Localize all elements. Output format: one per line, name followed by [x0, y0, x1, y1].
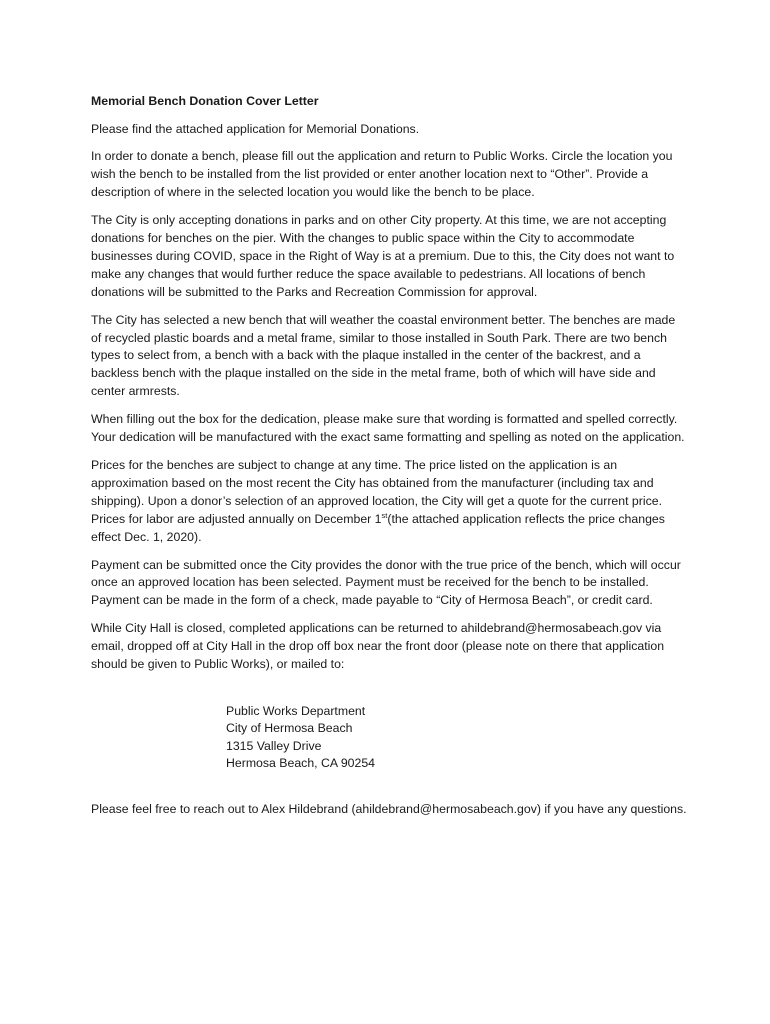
- pricing-text: Prices for the benches are subject to change at any time. The price listed on the application is an approximation based on the most recent the City has obtained from the manufacturer (including tax and shipping). Upon a donor’s selection of an approved location, the City will get a quote for the current price. Prices for labor are adjusted annually on December 1: [91, 458, 663, 526]
- submission-paragraph: While City Hall is closed, completed applications can be returned to ahildebrand@hermosabeach.gov via email, dropped off at City Hall in the drop off box near the front door (please note on there that application should be given to Public Works), or mailed to:: [91, 621, 665, 672]
- contact-paragraph: Please feel free to reach out to Alex Hildebrand (ahildebrand@hermosabeach.gov) if you have any questions.: [91, 801, 687, 816]
- payment-paragraph: Payment can be submitted once the City provides the donor with the true price of the bench, which will occur once an approved location has been selected. Payment must be received for the bench to be installed. Payment can be made in the form of a check, made payable to “City of Hermosa Beach”, or credit card.: [91, 557, 681, 608]
- mailing-address: [226, 703, 687, 773]
- locations-paragraph: The City is only accepting donations in parks and on other City property. At this time, we are not accepting donations for benches on the pier. With the changes to public space within the City to accommodate businesses during COVID, space in the Right of Way is at a premium. Due to this, the City does not want to make any changes that would further reduce the space available to pedestrians. All locations of bench donations will be submitted to the Parks and Recreation Commission for approval.: [91, 213, 675, 299]
- letter-body: [91, 93, 687, 829]
- letter-title: Memorial Bench Donation Cover Letter: [91, 94, 319, 108]
- address-line: Public Works Department: [226, 703, 366, 718]
- address-line: Hermosa Beach, CA 90254: [226, 756, 376, 771]
- bench-types-paragraph: The City has selected a new bench that will weather the coastal environment better. The benches are made of recycled plastic boards and a metal frame, similar to those installed in South Park. There are two bench types to select from, a bench with a back with the plaque installed in the center of the backrest, and a backless bench with the plaque installed on the side in the metal frame, both of which will have side and center armrests.: [91, 312, 676, 399]
- dedication-paragraph: When filling out the box for the dedication, please make sure that wording is formatted and spelled correctly. Your dedication will be manufactured with the exact same formatting and spelling as noted on the application.: [91, 412, 685, 445]
- address-line: 1315 Valley Drive: [226, 738, 322, 753]
- pricing-paragraph: [91, 457, 687, 547]
- ordinal-suffix: st: [381, 510, 388, 520]
- instructions-paragraph: In order to donate a bench, please fill out the application and return to Public Works. Circle the location you wish the bench to be installed from the list provided or enter another location next to “Other”. Provide a description of where in the selected location you would like the bench to be place.: [91, 149, 673, 200]
- intro-paragraph: Please find the attached application for Memorial Donations.: [91, 121, 420, 136]
- address-line: City of Hermosa Beach: [226, 721, 353, 736]
- pricing-text-end: (the attached application reflects the price changes effect Dec. 1, 2020).: [91, 511, 665, 544]
